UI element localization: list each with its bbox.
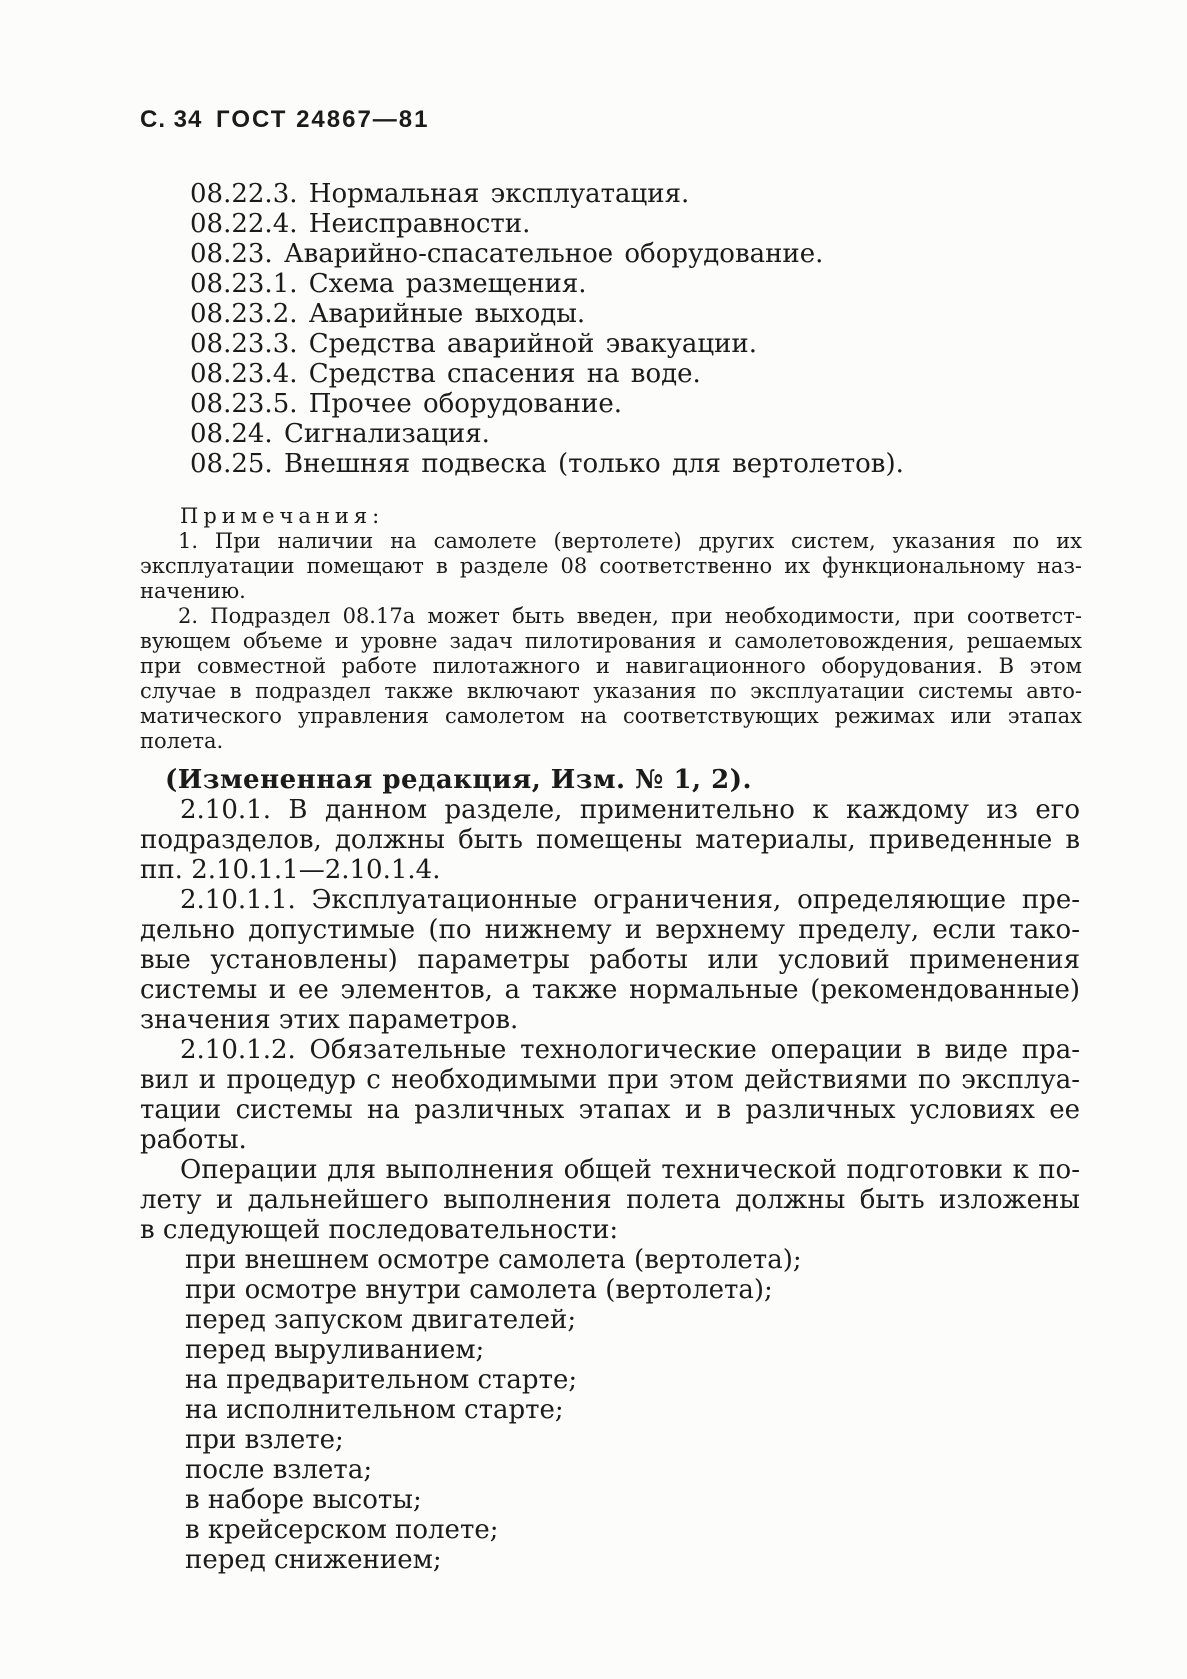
body-text [140,765,1080,1575]
flight-stage-item: на предварительном старте; [185,1365,578,1395]
paragraph-line: лету и дальнейшего выполнения полета должны быть изложены [140,1185,1080,1215]
notes-title: Примечания: [180,504,385,528]
flight-stage-item: при взлете; [185,1425,344,1455]
paragraph-line: 2.10.1. В данном разделе, применительно к каждому из его [180,795,1080,825]
note-line: 1. При наличии на самолете (вертолете) других систем, указания по их [178,529,1082,553]
subsection-item: 08.24. Сигнализация. [190,419,490,449]
flight-stage-item: перед выруливанием; [185,1335,485,1365]
note-1 [140,529,1082,604]
paragraph-line: 2.10.1.2. Обязательные технологические операции в виде пра- [180,1035,1080,1065]
note-2 [140,604,1082,754]
note-line: эксплуатации помещают в разделе 08 соответственно их функциональному наз- [140,554,1082,578]
paragraph-line: дельно допустимые (по нижнему и верхнему пределу, если тако- [140,915,1080,945]
standard-number: ГОСТ 24867—81 [216,106,430,133]
subsection-item: 08.23.2. Аварийные выходы. [190,299,586,329]
subsection-item: 08.23.3. Средства аварийной эвакуации. [190,329,757,359]
subsection-item: 08.23. Аварийно-спасательное оборудование. [190,239,824,269]
note-line: случае в подраздел также включают указания по эксплуатации системы авто- [140,679,1082,703]
notes-section [140,503,1082,754]
flight-stage-list [185,1245,1080,1575]
paragraph-line: вил и процедур с необходимыми при этом действиями по эксплуа- [140,1065,1080,1095]
flight-stage-item: при осмотре внутри самолета (вертолета); [185,1275,773,1305]
paragraph-2-10-1 [140,795,1080,885]
flight-stage-item: в крейсерском полете; [185,1515,499,1545]
paragraph-line: работы. [140,1125,247,1155]
paragraph-line: подразделов, должны быть помещены материалы, приведенные в [140,825,1080,855]
amendment-note: (Измененная редакция, Изм. № 1, 2). [165,765,753,795]
paragraph-2-10-1-2 [140,1035,1080,1155]
subsection-item: 08.23.5. Прочее оборудование. [190,389,622,419]
flight-stage-item: перед запуском двигателей; [185,1305,577,1335]
paragraph-line: тации системы на различных этапах и в различных условиях ее [140,1095,1080,1125]
note-line: начению. [140,579,246,603]
flight-stage-item: при внешнем осмотре самолета (вертолета); [185,1245,802,1275]
paragraph-line: в следующей последовательности: [140,1215,619,1245]
subsection-item: 08.22.4. Неисправности. [190,209,531,239]
note-line: вующем объеме и уровне задач пилотирования и самолетовождения, решаемых [140,629,1082,653]
paragraph-operations [140,1155,1080,1245]
flight-stage-item: перед снижением; [185,1545,442,1575]
note-line: при совместной работе пилотажного и навигационного оборудования. В этом [140,654,1082,678]
paragraph-line: системы и ее элементов, а также нормальные (рекомендованные) [140,975,1080,1005]
subsection-list [190,179,1187,479]
note-line: 2. Подраздел 08.17а может быть введен, при необходимости, при соответст- [178,604,1082,628]
note-line: матического управления самолетом на соответствующих режимах или этапах [140,704,1082,728]
note-line: полета. [140,729,224,753]
paragraph-line: 2.10.1.1. Эксплуатационные ограничения, определяющие пре- [180,885,1080,915]
subsection-item: 08.22.3. Нормальная эксплуатация. [190,179,690,209]
paragraph-line: Операции для выполнения общей технической подготовки к по- [180,1155,1080,1185]
paragraph-line: значения этих параметров. [140,1005,519,1035]
paragraph-line: вые установлены) параметры работы или условий применения [140,945,1080,975]
flight-stage-item: после взлета; [185,1455,373,1485]
page-number-label: С. 34 [140,106,203,133]
flight-stage-item: на исполнительном старте; [185,1395,564,1425]
page-header [140,0,1187,134]
subsection-item: 08.23.1. Схема размещения. [190,269,587,299]
flight-stage-item: в наборе высоты; [185,1485,422,1515]
paragraph-line: пп. 2.10.1.1—2.10.1.4. [140,855,441,885]
paragraph-2-10-1-1 [140,885,1080,1035]
subsection-item: 08.25. Внешняя подвеска (только для вертолетов). [190,449,904,479]
subsection-item: 08.23.4. Средства спасения на воде. [190,359,701,389]
